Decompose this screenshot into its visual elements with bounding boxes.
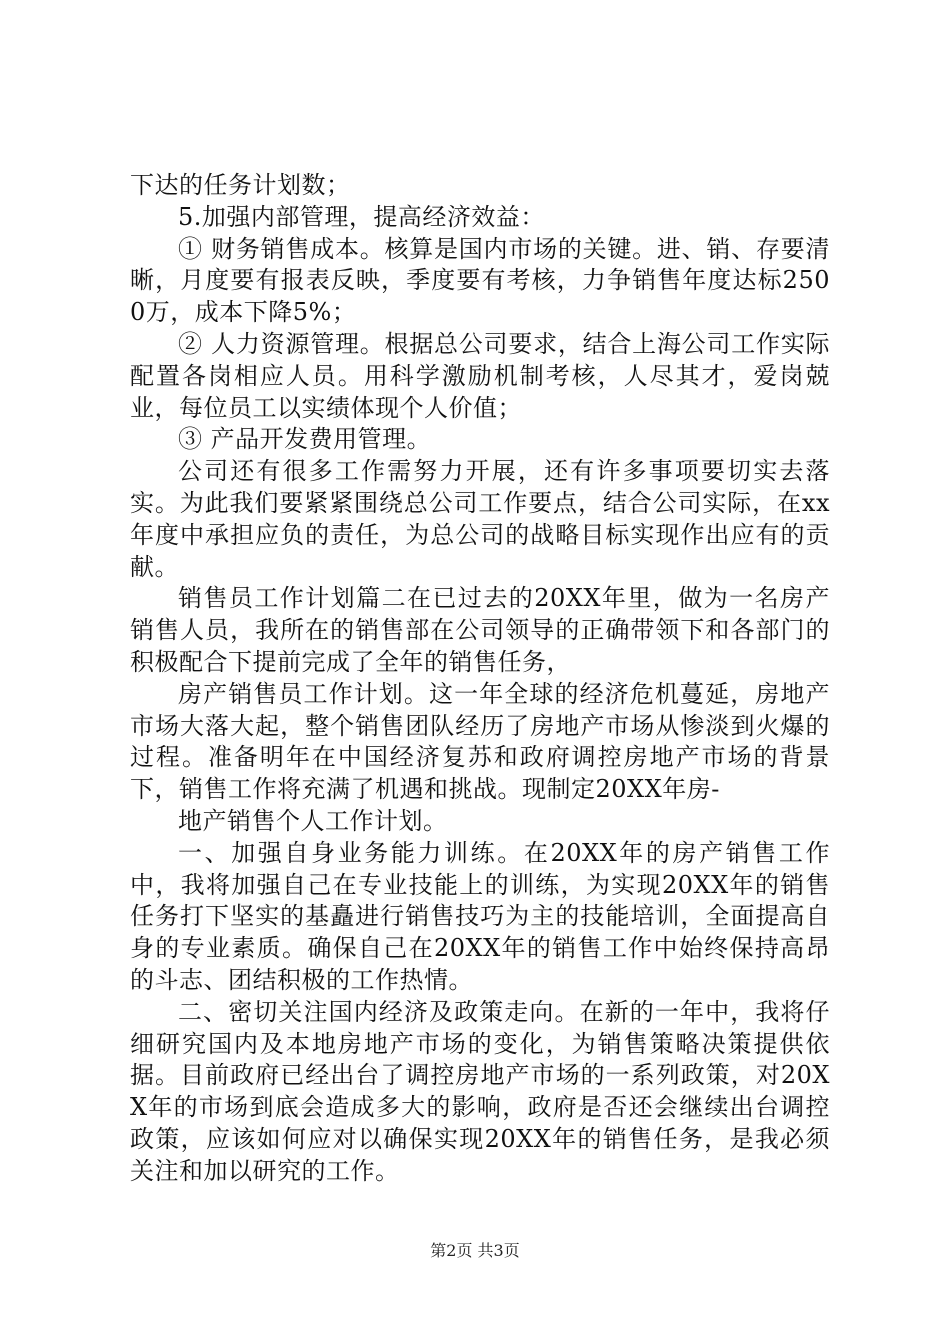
paragraph-skill-training: 一、加强自身业务能力训练。在20XX年的房产销售工作中，我将加强自己在专业技能上的训练，为实现20XX年的销售任务打下坚实的基矗进行销售技巧为主的技能培训，全面提高自身的专业素质。确保自己在20XX年的销售工作中始终保持高昂的斗志、团结积极的工作热情。 [130,838,830,994]
paragraph-task-count: 下达的任务计划数； [130,171,351,199]
paragraph-human-resources: ② 人力资源管理。根据总公司要求，结合上海公司工作实际配置各岗相应人员。用科学激励机制考核，人尽其才，爱岗兢业，每位员工以实绩体现个人价值； [130,329,830,422]
paragraph-real-estate-plan: 房产销售员工作计划。这一年全球的经济危机蔓延，房地产市场大落大起，整个销售团队经历了房地产市场从惨淡到火爆的过程。准备明年在中国经济复苏和政府调控房地产市场的背景下，销售工作将充满了机遇和挑战。现制定20XX年房- [130,679,830,804]
paragraph-personal-plan: 地产销售个人工作计划。 [178,806,448,835]
paragraph-financial-cost: ① 财务销售成本。核算是国内市场的关键。进、销、存要清晰，月度要有报表反映，季度要有考核，力争销售年度达标2500万，成本下降5%； [130,234,830,327]
page-number-footer: 第2页 共3页 [430,1241,520,1260]
paragraph-product-development: ③ 产品开发费用管理。 [178,425,432,454]
paragraph-sales-plan-two: 销售员工作计划篇二在已过去的20XX年里，做为一名房产销售人员，我所在的销售部在公司领导的正确带领下和各部门的积极配合下提前完成了全年的销售任务， [130,584,830,676]
paragraph-company-work: 公司还有很多工作需努力开展，还有许多事项要切实去落实。为此我们要紧紧围绕总公司工作要点，结合公司实际，在xx年度中承担应负的责任，为总公司的战略目标实现作出应有的贡献。 [130,457,830,581]
paragraph-policy-trends: 二、密切关注国内经济及政策走向。在新的一年中，我将仔细研究国内及本地房地产市场的变化，为销售策略决策提供依据。目前政府已经出台了调控房地产市场的一系列政策，对20XX年的市场到底会造成多大的影响，政府是否还会继续出台调控政策，应该如何应对以确保实现20XX年的销售任务，是我必须关注和加以研究的工作。 [130,997,830,1185]
paragraph-internal-management: 5.加强内部管理，提高经济效益： [178,202,545,231]
document-body [130,170,830,1188]
